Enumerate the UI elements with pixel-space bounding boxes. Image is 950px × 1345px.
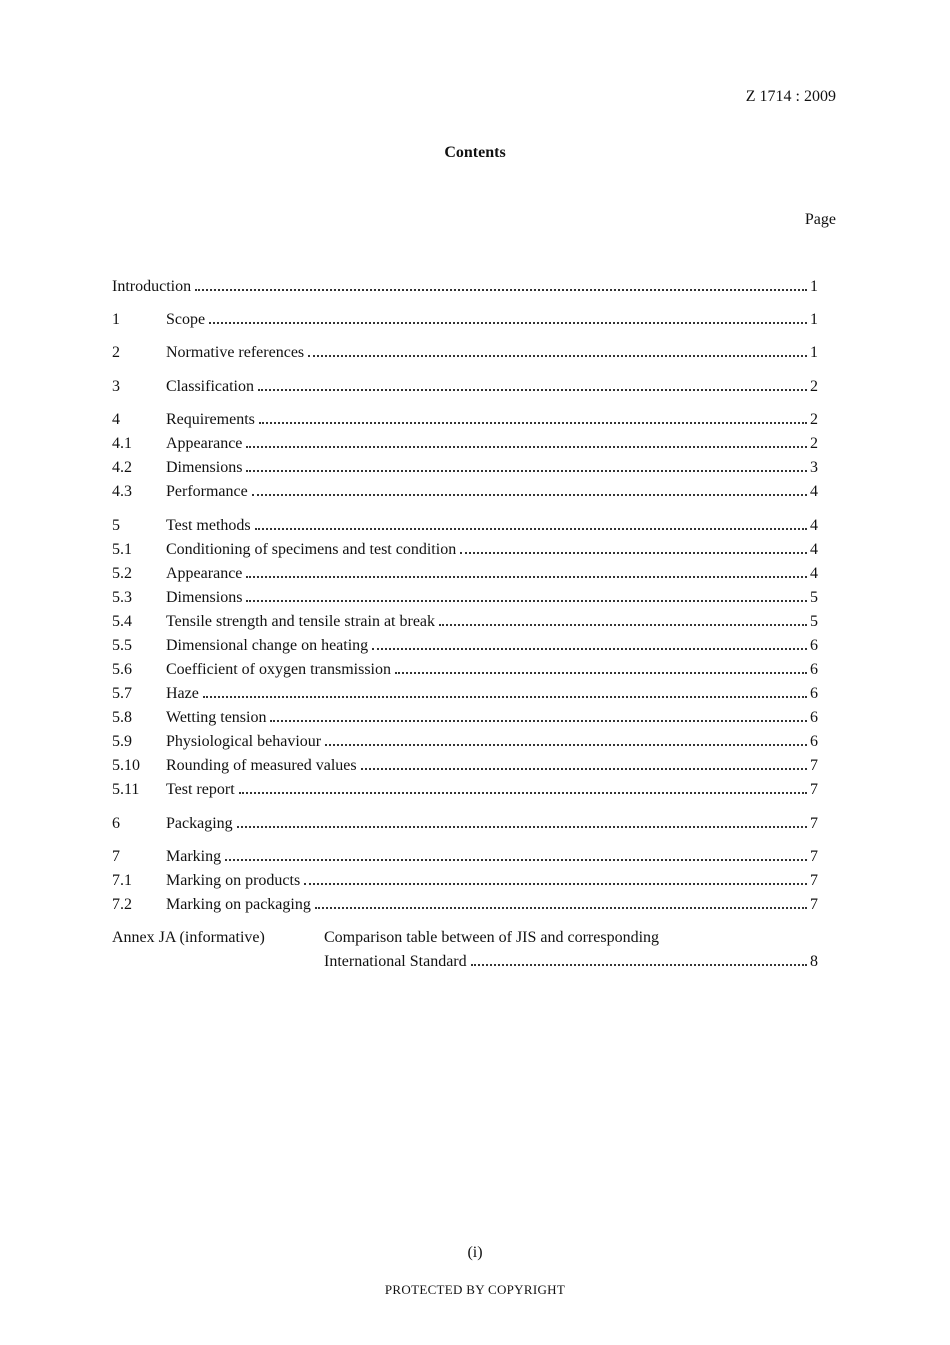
toc-title: Requirements — [166, 411, 255, 428]
toc-entry[interactable] — [112, 539, 818, 561]
toc-page: 7 — [810, 896, 818, 913]
toc-number: 5.11 — [112, 781, 140, 798]
toc-title: Dimensional change on heating — [166, 637, 369, 654]
dot-leader — [252, 493, 807, 496]
toc-entry[interactable] — [112, 755, 818, 777]
toc-number: 3 — [112, 378, 120, 395]
toc-entry[interactable] — [112, 563, 818, 585]
toc-title: Classification — [166, 378, 254, 395]
toc-number: 5.1 — [112, 541, 132, 558]
toc-number: 7.1 — [112, 872, 132, 889]
toc-title: Coefficient of oxygen transmission — [166, 661, 391, 678]
toc-title: Marking on products — [166, 872, 301, 889]
toc-number: 4 — [112, 411, 120, 428]
toc-number: 5.3 — [112, 589, 132, 606]
toc-page: 2 — [810, 411, 818, 428]
dot-leader — [255, 527, 807, 530]
toc-page: 6 — [810, 637, 818, 654]
annex-title-line1: Comparison table between of JIS and corresponding — [324, 929, 660, 946]
toc-number: 5 — [112, 517, 120, 534]
toc-entry[interactable] — [112, 870, 818, 892]
toc-title: Marking on packaging — [166, 896, 311, 913]
toc-page: 1 — [810, 311, 818, 328]
toc-number: 5.6 — [112, 661, 132, 678]
toc-entry[interactable] — [112, 683, 818, 705]
toc-entry[interactable] — [112, 846, 818, 868]
dot-leader — [239, 791, 807, 794]
toc-title: Conditioning of specimens and test condition — [166, 541, 457, 558]
dot-leader — [325, 743, 807, 746]
dot-leader — [259, 421, 807, 424]
toc-page: 5 — [810, 589, 818, 606]
toc-entry[interactable] — [112, 635, 818, 657]
toc-page: 7 — [810, 781, 818, 798]
toc-title: Tensile strength and tensile strain at break — [166, 613, 436, 630]
toc-entry[interactable] — [112, 707, 818, 729]
toc-number: 7.2 — [112, 896, 132, 913]
toc-number: 5.5 — [112, 637, 132, 654]
toc-number: 5.9 — [112, 733, 132, 750]
toc-number: 5.4 — [112, 613, 132, 630]
toc-entry[interactable] — [112, 659, 818, 681]
toc-entry[interactable] — [112, 611, 818, 633]
toc-page: 4 — [810, 565, 818, 582]
toc-page: 7 — [810, 757, 818, 774]
toc-number: 5.10 — [112, 757, 140, 774]
toc-page: 4 — [810, 541, 818, 558]
dot-leader — [460, 551, 807, 554]
page-folio: (i) — [467, 1244, 483, 1261]
dot-leader — [439, 623, 807, 626]
dot-leader — [361, 767, 807, 770]
toc-title: Normative references — [166, 344, 305, 361]
toc-entry[interactable] — [112, 515, 818, 537]
page-column-label: Page — [804, 211, 836, 228]
toc-number: 1 — [112, 311, 120, 328]
dot-leader — [246, 445, 807, 448]
toc-entry-introduction[interactable] — [112, 276, 818, 298]
toc-page: 6 — [810, 733, 818, 750]
toc-page: 5 — [810, 613, 818, 630]
document-id: Z 1714 : 2009 — [745, 88, 836, 105]
toc-page: 7 — [810, 848, 818, 865]
toc-page: 6 — [810, 685, 818, 702]
toc-page: 1 — [810, 344, 818, 361]
contents-title: Contents — [444, 144, 506, 161]
toc-title: Test report — [166, 781, 235, 798]
toc-entry[interactable] — [112, 376, 818, 398]
toc-entry[interactable] — [112, 457, 818, 479]
toc-entry[interactable] — [112, 813, 818, 835]
toc-number: 4.1 — [112, 435, 132, 452]
toc-number: 5.2 — [112, 565, 132, 582]
toc-page: 6 — [810, 661, 818, 678]
toc-entry[interactable] — [112, 731, 818, 753]
annex-title-line2-row — [324, 951, 818, 973]
toc-entry[interactable] — [112, 309, 818, 331]
dot-leader — [304, 882, 807, 885]
dot-leader — [395, 671, 807, 674]
dot-leader — [195, 288, 807, 291]
toc-title: Physiological behaviour — [166, 733, 322, 750]
toc-number: 5.8 — [112, 709, 132, 726]
toc-entry[interactable] — [112, 433, 818, 455]
dot-leader — [372, 647, 807, 650]
toc-title: Rounding of measured values — [166, 757, 357, 774]
toc-number: 5.7 — [112, 685, 132, 702]
dot-leader — [237, 825, 807, 828]
toc-entry[interactable] — [112, 587, 818, 609]
toc-entry[interactable] — [112, 342, 818, 364]
annex-title-line2: International Standard — [324, 953, 467, 970]
dot-leader — [315, 906, 807, 909]
dot-leader — [270, 719, 807, 722]
toc-number: 6 — [112, 815, 120, 832]
toc-entry[interactable] — [112, 409, 818, 431]
toc-title: Appearance — [166, 435, 243, 452]
toc-title: Packaging — [166, 815, 233, 832]
dot-leader — [209, 321, 807, 324]
toc-entry[interactable] — [112, 779, 818, 801]
dot-leader — [246, 575, 807, 578]
dot-leader — [225, 858, 807, 861]
toc-title: Dimensions — [166, 459, 243, 476]
toc-page: 1 — [810, 278, 818, 295]
dot-leader — [246, 469, 807, 472]
toc-title: Dimensions — [166, 589, 243, 606]
toc-page: 4 — [810, 517, 818, 534]
toc-title: Appearance — [166, 565, 243, 582]
toc-title: Test methods — [166, 517, 251, 534]
dot-leader — [471, 963, 807, 966]
copyright-notice: PROTECTED BY COPYRIGHT — [384, 1282, 566, 1297]
toc-number: 4.2 — [112, 459, 132, 476]
toc-title: Introduction — [112, 278, 192, 295]
toc-entry[interactable] — [112, 894, 818, 916]
annex-label: Annex JA (informative) — [112, 929, 265, 946]
toc-page: 6 — [810, 709, 818, 726]
toc-page: 7 — [810, 872, 818, 889]
dot-leader — [203, 695, 807, 698]
toc-title: Performance — [166, 483, 248, 500]
toc-number: 2 — [112, 344, 120, 361]
toc-page: 2 — [810, 378, 818, 395]
toc-page: 3 — [810, 459, 818, 476]
dot-leader — [246, 599, 807, 602]
toc-title: Wetting tension — [166, 709, 267, 726]
toc-title: Marking — [166, 848, 222, 865]
annex-page: 8 — [810, 953, 818, 970]
toc-title: Scope — [166, 311, 206, 328]
toc-entry[interactable] — [112, 481, 818, 503]
toc-page: 7 — [810, 815, 818, 832]
dot-leader — [258, 388, 807, 391]
toc-number: 4.3 — [112, 483, 132, 500]
toc-page: 4 — [810, 483, 818, 500]
toc-page: 2 — [810, 435, 818, 452]
toc-number: 7 — [112, 848, 120, 865]
toc-title: Haze — [166, 685, 199, 702]
dot-leader — [308, 354, 807, 357]
